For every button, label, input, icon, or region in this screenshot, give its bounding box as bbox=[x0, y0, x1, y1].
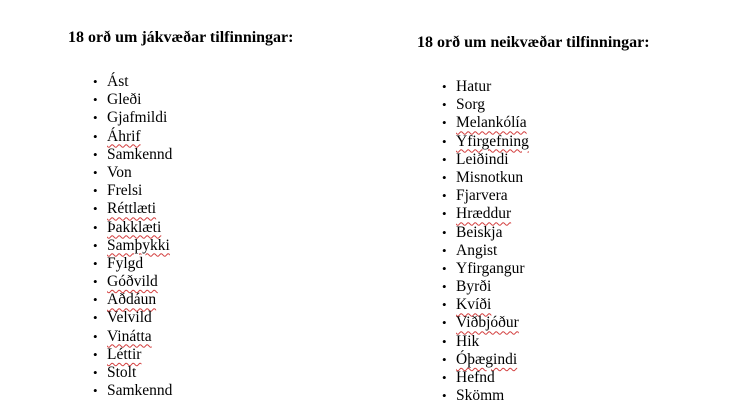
list-item-text: Von bbox=[107, 163, 132, 181]
bullet-icon: • bbox=[442, 115, 447, 131]
bullet-icon: • bbox=[93, 164, 98, 180]
list-item bbox=[442, 187, 529, 205]
list-item bbox=[442, 224, 529, 242]
positive-emotions-heading: 18 orð um jákvæðar tilfinningar: bbox=[68, 29, 294, 46]
list-item-text: Angist bbox=[456, 241, 498, 259]
list-item-text: Fylgd bbox=[107, 254, 144, 272]
list-item bbox=[442, 205, 529, 223]
bullet-icon: • bbox=[442, 333, 447, 349]
bullet-icon: • bbox=[93, 292, 98, 308]
bullet-icon: • bbox=[442, 79, 447, 94]
list-item-text: Hræddur bbox=[456, 205, 512, 223]
bullet-icon: • bbox=[93, 201, 98, 217]
list-item-text: Gleði bbox=[107, 91, 142, 109]
bullet-icon: • bbox=[93, 92, 98, 108]
list-item-text: Leiðindi bbox=[456, 150, 509, 168]
list-item bbox=[93, 382, 172, 400]
positive-emotions-list bbox=[93, 73, 172, 400]
list-item bbox=[93, 273, 172, 291]
list-item-text: Hik bbox=[456, 332, 480, 350]
bullet-icon: • bbox=[93, 310, 98, 326]
bullet-icon: • bbox=[93, 274, 98, 290]
list-item-text: Byrði bbox=[456, 278, 492, 296]
list-item-text: Skömm bbox=[456, 387, 505, 405]
list-item-text: Samkennd bbox=[107, 382, 173, 400]
list-item-text: Beiskja bbox=[456, 223, 503, 241]
list-item bbox=[442, 133, 529, 151]
list-item bbox=[93, 182, 172, 200]
bullet-icon: • bbox=[93, 383, 98, 399]
bullet-icon: • bbox=[442, 133, 447, 149]
list-item bbox=[93, 219, 172, 237]
bullet-icon: • bbox=[93, 365, 98, 380]
bullet-icon: • bbox=[93, 183, 98, 199]
list-item-text: Kvíði bbox=[456, 296, 492, 314]
list-item-text: Velvild bbox=[107, 309, 152, 327]
list-item-text: Samþykki bbox=[107, 236, 170, 254]
bullet-icon: • bbox=[93, 128, 98, 144]
negative-emotions-section bbox=[417, 33, 717, 405]
list-item bbox=[442, 242, 529, 260]
list-item-text: Léttir bbox=[107, 345, 142, 363]
list-item-text: Sorg bbox=[456, 96, 486, 114]
list-item bbox=[93, 346, 172, 364]
list-item-text: Aðdáun bbox=[107, 291, 157, 309]
list-item bbox=[442, 369, 529, 387]
bullet-icon: • bbox=[442, 206, 447, 222]
list-item-text: Þakklæti bbox=[107, 218, 162, 236]
bullet-icon: • bbox=[442, 315, 447, 331]
bullet-icon: • bbox=[93, 146, 98, 162]
bullet-icon: • bbox=[442, 242, 447, 258]
bullet-icon: • bbox=[442, 224, 447, 240]
list-item bbox=[93, 255, 172, 273]
list-item-text: Yfirgangur bbox=[456, 259, 525, 277]
list-item bbox=[93, 164, 172, 182]
list-item bbox=[442, 260, 529, 278]
bullet-icon: • bbox=[93, 74, 98, 89]
bullet-icon: • bbox=[93, 255, 98, 271]
list-item-text: Réttlæti bbox=[107, 200, 157, 218]
positive-emotions-section bbox=[68, 28, 368, 400]
list-item bbox=[442, 387, 529, 405]
list-item-text: Hatur bbox=[456, 78, 492, 95]
negative-emotions-list bbox=[442, 78, 529, 405]
list-item bbox=[93, 109, 172, 127]
bullet-icon: • bbox=[93, 328, 98, 344]
list-item bbox=[442, 314, 529, 332]
list-item bbox=[442, 169, 529, 187]
list-item bbox=[93, 91, 172, 109]
bullet-icon: • bbox=[93, 110, 98, 126]
list-item-text: Frelsi bbox=[107, 182, 143, 200]
list-item bbox=[442, 114, 529, 132]
list-item-text: Ást bbox=[107, 73, 129, 90]
list-item-text: Hefnd bbox=[456, 369, 495, 386]
list-item bbox=[93, 146, 172, 164]
bullet-icon: • bbox=[93, 219, 98, 235]
bullet-icon: • bbox=[93, 237, 98, 253]
list-item bbox=[93, 73, 172, 91]
list-item bbox=[93, 291, 172, 309]
bullet-icon: • bbox=[442, 188, 447, 204]
bullet-icon: • bbox=[442, 151, 447, 167]
bullet-icon: • bbox=[442, 297, 447, 313]
list-item-text: Fjarvera bbox=[456, 187, 508, 205]
bullet-icon: • bbox=[442, 370, 447, 385]
bullet-icon: • bbox=[442, 351, 447, 367]
list-item-text: Óþægindi bbox=[456, 350, 518, 368]
list-item bbox=[442, 333, 529, 351]
list-item bbox=[93, 309, 172, 327]
negative-emotions-heading: 18 orð um neikvæðar tilfinningar: bbox=[417, 34, 650, 51]
list-item bbox=[93, 237, 172, 255]
list-item bbox=[442, 78, 529, 96]
list-item-text: Viðbjóður bbox=[456, 314, 519, 332]
bullet-icon: • bbox=[93, 346, 98, 362]
list-item bbox=[93, 364, 172, 382]
bullet-icon: • bbox=[442, 260, 447, 276]
list-item bbox=[442, 278, 529, 296]
list-item bbox=[93, 328, 172, 346]
list-item bbox=[442, 296, 529, 314]
list-item-text: Áhrif bbox=[107, 127, 141, 145]
list-item-text: Samkennd bbox=[107, 145, 173, 163]
bullet-icon: • bbox=[442, 388, 447, 404]
list-item bbox=[442, 96, 529, 114]
list-item bbox=[442, 151, 529, 169]
list-item bbox=[93, 200, 172, 218]
list-item-text: Melankólía bbox=[456, 114, 527, 132]
list-item bbox=[442, 351, 529, 369]
list-item-text: Yfirgefning bbox=[456, 132, 529, 150]
list-item-text: Vinátta bbox=[107, 327, 152, 345]
bullet-icon: • bbox=[442, 169, 447, 185]
list-item-text: Gjafmildi bbox=[107, 109, 168, 127]
list-item-text: Misnotkun bbox=[456, 168, 524, 186]
list-item bbox=[93, 128, 172, 146]
bullet-icon: • bbox=[442, 279, 447, 295]
bullet-icon: • bbox=[442, 97, 447, 113]
list-item-text: Stolt bbox=[107, 364, 137, 381]
list-item-text: Góðvild bbox=[107, 273, 158, 291]
